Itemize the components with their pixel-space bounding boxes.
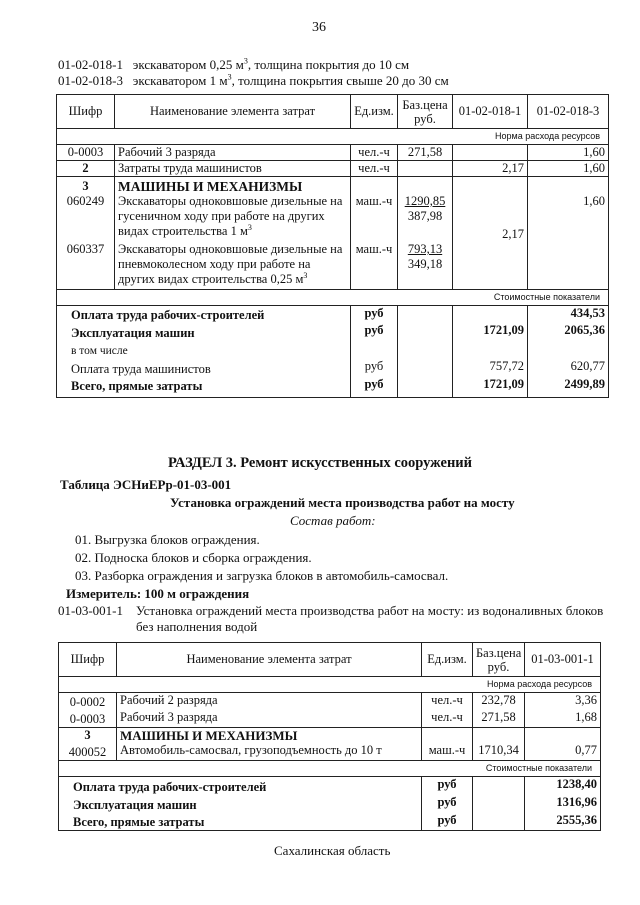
value: 757,72 — [453, 359, 528, 377]
unit: чел.-ч — [422, 710, 473, 728]
value: 1316,96 — [525, 795, 601, 813]
section-row — [59, 728, 601, 744]
col-header: 01-02-018-1 — [453, 95, 528, 129]
cost-label: Стоимостные показатели — [57, 290, 609, 306]
totals-row — [57, 341, 609, 359]
col-header: 01-02-018-3 — [528, 95, 609, 129]
units: маш.-ч маш.-ч — [351, 177, 398, 290]
unit: руб — [351, 359, 398, 377]
names: МАШИНЫ И МЕХАНИЗМЫ Экскаваторы одноковшовые дизельные на гусеничном ходу при работе на других видах строительства 1 $м^3$ Экскаваторы одноковшовые дизельные на пневмоколесном ходу при работе на других видах строительства 0,25 $м^3$ — [115, 177, 351, 290]
name: в том числе — [57, 341, 351, 359]
name: Эксплуатация машин — [59, 795, 422, 813]
table-row — [59, 693, 601, 711]
value: 1,60 — [528, 145, 609, 161]
table-header — [57, 95, 609, 129]
section-title: РАЗДЕЛ 3. Ремонт искусственных сооружений — [168, 455, 473, 471]
name: Автомобиль-самосвал, грузоподъемность до 10 т — [117, 743, 422, 761]
intro-line: 01-02-018-3 экскаватором 1 $м^3$, толщина покрытия свыше 20 до 30 см — [58, 72, 449, 88]
unit: руб — [351, 323, 398, 341]
unit: чел.-ч — [422, 693, 473, 711]
totals-row — [57, 377, 609, 398]
unit: руб — [351, 306, 398, 324]
name: Эксплуатация машин — [57, 323, 351, 341]
unit: руб — [422, 777, 473, 796]
unit: чел.-ч — [351, 161, 398, 177]
values: 2,17 — [453, 177, 528, 290]
unit: маш.-ч — [422, 743, 473, 761]
value: 2,17 — [453, 161, 528, 177]
name: Рабочий 3 разряда — [115, 145, 351, 161]
name: Всего, прямые затраты — [57, 377, 351, 398]
col-header: Ед.изм. — [422, 643, 473, 677]
totals-row — [57, 359, 609, 377]
machines-block — [57, 177, 609, 290]
price: 1710,34 — [473, 743, 525, 761]
prices: 1290,85 387,98 793,13 349,18 — [398, 177, 453, 290]
meter: Измеритель: 100 м ограждения — [66, 586, 250, 601]
work-label: Состав работ: — [290, 513, 376, 528]
name: Оплата труда рабочих-строителей — [59, 777, 422, 796]
col-header: Ед.изм. — [351, 95, 398, 129]
totals-row — [57, 306, 609, 324]
table-row — [59, 743, 601, 761]
norm-label: Норма расхода ресурсов — [59, 677, 601, 693]
table-header — [59, 643, 601, 677]
code: 0-0002 — [59, 693, 117, 711]
cost-label: Стоимостные показатели — [59, 761, 601, 777]
item-code: 01-03-001-1 — [58, 603, 123, 618]
col-header: Баз.цена руб. — [473, 643, 525, 677]
value: 1721,09 — [453, 377, 528, 398]
table-row — [59, 710, 601, 728]
table-row — [57, 145, 609, 161]
col-header: Шифр — [57, 95, 115, 129]
col-header: Наименование элемента затрат — [115, 95, 351, 129]
codes: 3 060249 060337 — [57, 177, 115, 290]
value: 434,53 — [528, 306, 609, 324]
totals-row — [57, 323, 609, 341]
code: 0-0003 — [59, 710, 117, 728]
price: 271,58 — [398, 145, 453, 161]
table-row — [57, 161, 609, 177]
code: 400052 — [59, 743, 117, 761]
code: 0-0003 — [57, 145, 115, 161]
unit: руб — [422, 795, 473, 813]
name: Всего, прямые затраты — [59, 813, 422, 831]
name: Оплата труда рабочих-строителей — [57, 306, 351, 324]
unit: руб — [351, 377, 398, 398]
resource-table-1 — [56, 94, 609, 398]
value: 2065,36 — [528, 323, 609, 341]
value: 1,60 — [528, 161, 609, 177]
value: 620,77 — [528, 359, 609, 377]
values: 1,60 — [528, 177, 609, 290]
name: Затраты труда машинистов — [115, 161, 351, 177]
resource-table-2 — [58, 642, 601, 831]
work-item: 02. Подноска блоков и сборка ограждения. — [75, 550, 312, 565]
totals-row — [59, 777, 601, 796]
unit: руб — [422, 813, 473, 831]
value: 2499,89 — [528, 377, 609, 398]
name: МАШИНЫ И МЕХАНИЗМЫ — [117, 728, 422, 744]
work-item: 01. Выгрузка блоков ограждения. — [75, 532, 260, 547]
name: Рабочий 2 разряда — [117, 693, 422, 711]
name: Рабочий 3 разряда — [117, 710, 422, 728]
norm-label: Норма расхода ресурсов — [57, 129, 609, 145]
code: 2 — [57, 161, 115, 177]
footer-region: Сахалинская область — [274, 843, 391, 858]
col-header: 01-03-001-1 — [525, 643, 601, 677]
col-header: Шифр — [59, 643, 117, 677]
totals-row — [59, 795, 601, 813]
table-title: Установка ограждений места производства работ на мосту — [170, 495, 515, 510]
totals-row — [59, 813, 601, 831]
code: 3 — [59, 728, 117, 744]
value: 1,68 — [525, 710, 601, 728]
price: 232,78 — [473, 693, 525, 711]
value — [453, 306, 528, 324]
price — [398, 161, 453, 177]
value: 2555,36 — [525, 813, 601, 831]
unit: чел.-ч — [351, 145, 398, 161]
table-label: Таблица ЭСНиЕРр-01-03-001 — [60, 477, 232, 492]
item-text: Установка ограждений места производства работ на мосту: из водоналивных блоков без наполнения водой — [136, 603, 604, 634]
page-number: 36 — [312, 20, 326, 35]
col-header: Баз.цена руб. — [398, 95, 453, 129]
value: 3,36 — [525, 693, 601, 711]
work-item: 03. Разборка ограждения и загрузка блоков в автомобиль-самосвал. — [75, 568, 449, 583]
name: Оплата труда машинистов — [57, 359, 351, 377]
intro-line: 01-02-018-1 экскаватором 0,25 $м^3$, толщина покрытия до 10 см — [58, 56, 410, 72]
value: 1238,40 — [525, 777, 601, 796]
price: 271,58 — [473, 710, 525, 728]
value: 1721,09 — [453, 323, 528, 341]
value — [453, 145, 528, 161]
value: 0,77 — [525, 743, 601, 761]
col-header: Наименование элемента затрат — [117, 643, 422, 677]
